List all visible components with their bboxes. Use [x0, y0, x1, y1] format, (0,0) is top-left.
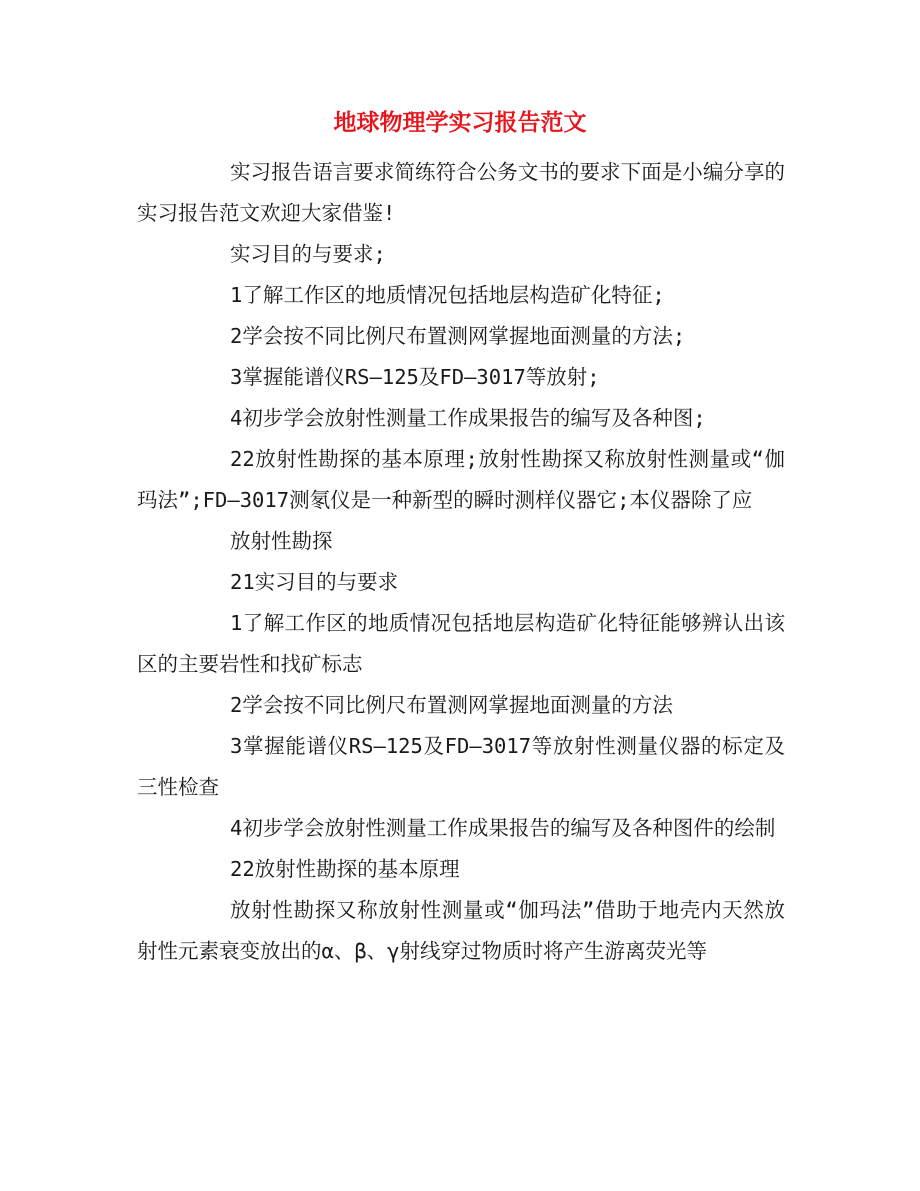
- document-title: 地球物理学实习报告范文: [333, 109, 587, 136]
- paragraph-principle-summary: 22放射性勘探的基本原理;放射性勘探又称放射性测量或“伽玛法”;FD—3017测氡仪是一种新型的瞬时测样仪器它;本仪器除了应: [137, 447, 785, 512]
- paragraph-item-2: 2学会按不同比例尺布置测网掌握地面测量的方法: [230, 693, 673, 717]
- paragraph-section-heading: 放射性勘探: [230, 529, 333, 553]
- paragraph-objective-2: 2学会按不同比例尺布置测网掌握地面测量的方法;: [230, 324, 686, 348]
- paragraph-objective-3: 3掌握能谱仪RS—125及FD—3017等放射;: [230, 365, 600, 389]
- paragraph-objective-4: 4初步学会放射性测量工作成果报告的编写及各种图;: [230, 406, 706, 430]
- paragraph-item-1: 1了解工作区的地质情况包括地层构造矿化特征能够辨认出该区的主要岩性和找矿标志: [137, 611, 785, 676]
- paragraph-item-4: 4初步学会放射性测量工作成果报告的编写及各种图件的绘制: [230, 816, 776, 840]
- paragraph-intro: 实习报告语言要求简练符合公务文书的要求下面是小编分享的实习报告范文欢迎大家借鉴!: [137, 160, 785, 225]
- paragraph-objectives-heading: 实习目的与要求;: [230, 242, 386, 266]
- paragraph-subsection-22: 22放射性勘探的基本原理: [230, 857, 460, 881]
- paragraph-objective-1: 1了解工作区的地质情况包括地层构造矿化特征;: [230, 283, 665, 307]
- paragraph-subsection-21: 21实习目的与要求: [230, 570, 399, 594]
- document-body: [137, 152, 785, 972]
- paragraph-item-3: 3掌握能谱仪RS—125及FD—3017等放射性测量仪器的标定及三性检查: [137, 734, 785, 799]
- paragraph-principle-body: 放射性勘探又称放射性测量或“伽玛法”借助于地壳内天然放射性元素衰变放出的α、β、γ射线穿过物质时将产生游离荧光等: [137, 898, 785, 963]
